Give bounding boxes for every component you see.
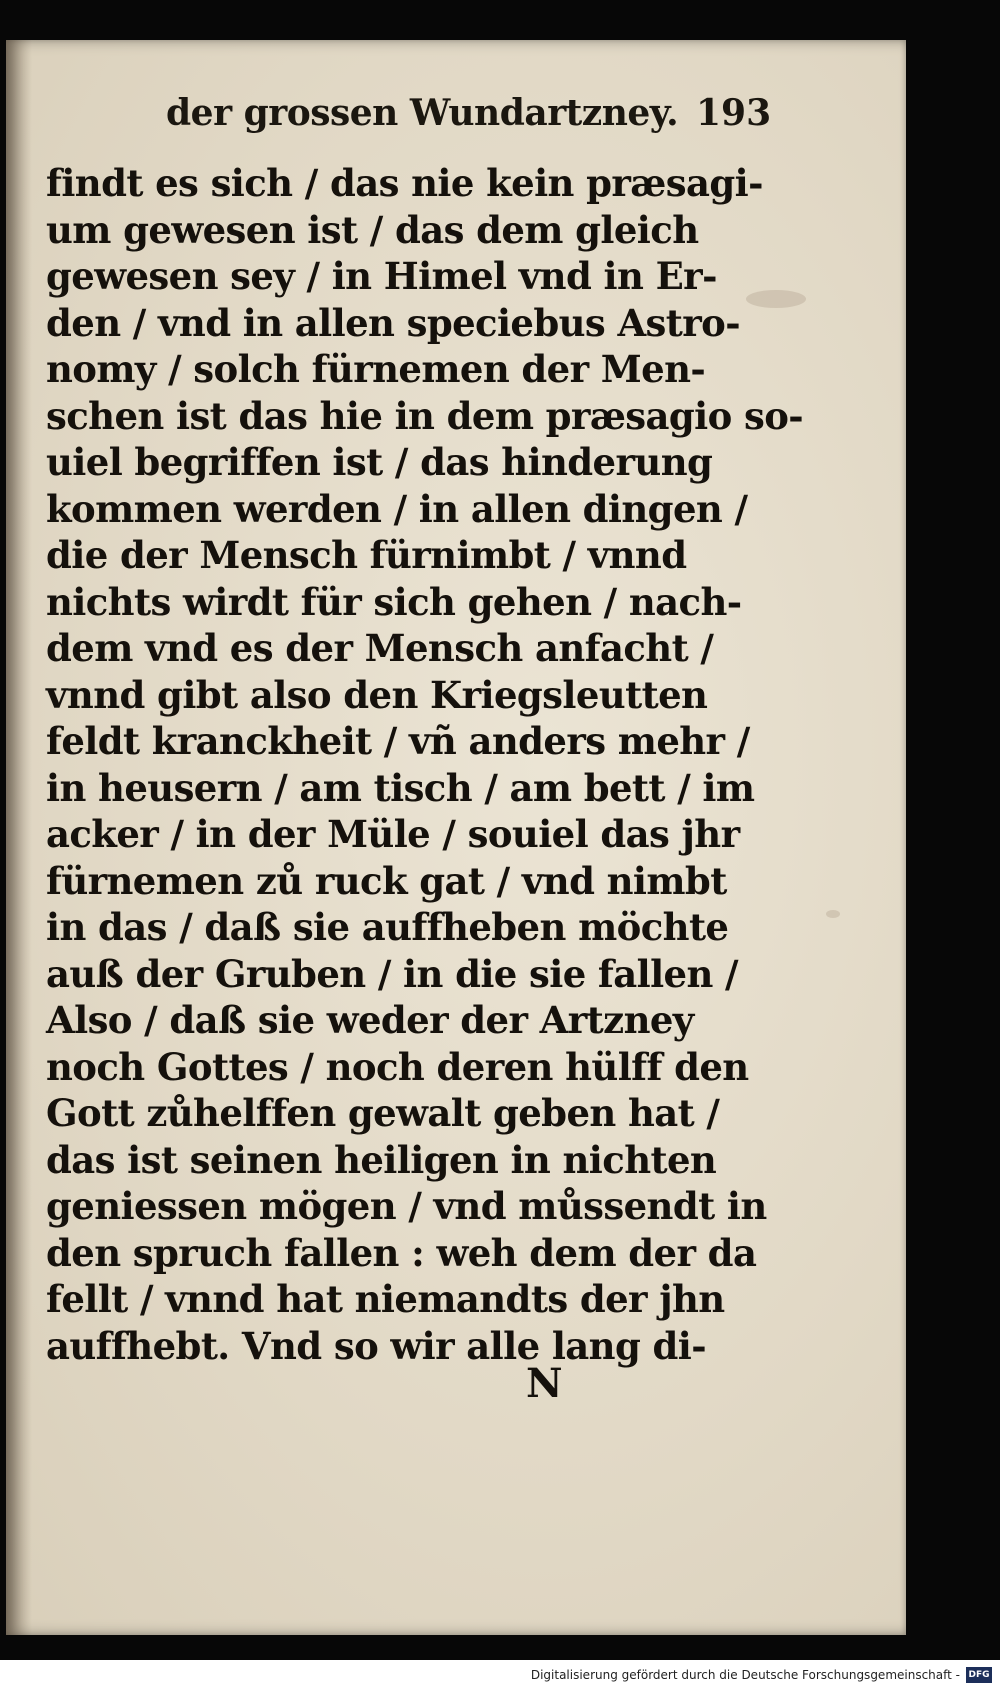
text-line: feldt kranckheit / vñ anders mehr / [46, 719, 750, 763]
page-number: 193 [696, 92, 772, 134]
text-line: auß der Gruben / in die sie fallen / [46, 951, 738, 996]
binding-shadow [6, 40, 32, 1635]
text-line: um gewesen ist / das dem gleich [46, 207, 699, 252]
text-line: in das / daß sie auffheben möchte [46, 905, 729, 949]
text-line: den / vnd in allen speciebus Astro- [46, 300, 740, 345]
text-line: Also / daß sie weder der Artzney [46, 998, 694, 1042]
text-line: acker / in der Müle / souiel das jhr [46, 812, 740, 856]
dfg-logo: DFG [966, 1667, 992, 1683]
text-line: findt es sich / das nie kein præsagi- [46, 161, 763, 205]
text-line: die der Mensch fürnimbt / vnnd [46, 533, 687, 577]
text-line: uiel begriffen ist / das hinderung [46, 440, 713, 484]
book-page [6, 40, 906, 1635]
text-line: nichts wirdt für sich gehen / nach- [46, 579, 742, 624]
footer-credit: Digitalisierung gefördert durch die Deutsche Forschungsgemeinschaft - [530, 1668, 960, 1682]
signature-mark: N [526, 1360, 563, 1407]
text-line: gewesen sey / in Himel vnd in Er- [46, 254, 717, 298]
text-line: kommen werden / in allen dingen / [46, 486, 748, 531]
text-line: in heusern / am tisch / am bett / im [46, 765, 755, 810]
text-line: vnnd gibt also den Kriegsleutten [46, 672, 708, 717]
text-line: Gott zůhelffen gewalt geben hat / [46, 1091, 720, 1135]
text-line: das ist seinen heiligen in nichten [46, 1137, 717, 1182]
text-line: auffhebt. Vnd so wir alle lang di- [46, 1323, 706, 1368]
text-line: schen ist das hie in dem præsagio so- [46, 393, 804, 438]
show-through-mark [746, 290, 806, 308]
text-line: noch Gottes / noch deren hülff den [46, 1044, 749, 1089]
show-through-mark [826, 910, 840, 918]
running-head [156, 92, 772, 148]
text-line: den spruch fallen : weh dem der da [46, 1230, 757, 1275]
text-line: dem vnd es der Mensch anfacht / [46, 626, 714, 670]
text-line: fellt / vnnd hat niemandts der jhn [46, 1277, 725, 1321]
footer-bar [0, 1660, 1000, 1691]
running-head-title: der grossen Wundartzney. [166, 92, 679, 134]
text-line: fürnemen zů ruck gat / vnd nimbt [46, 858, 727, 903]
text-line: geniessen mögen / vnd můssendt in [46, 1184, 767, 1228]
text-line: nomy / solch fürnemen der Men- [46, 347, 706, 391]
body-text [46, 160, 804, 1369]
